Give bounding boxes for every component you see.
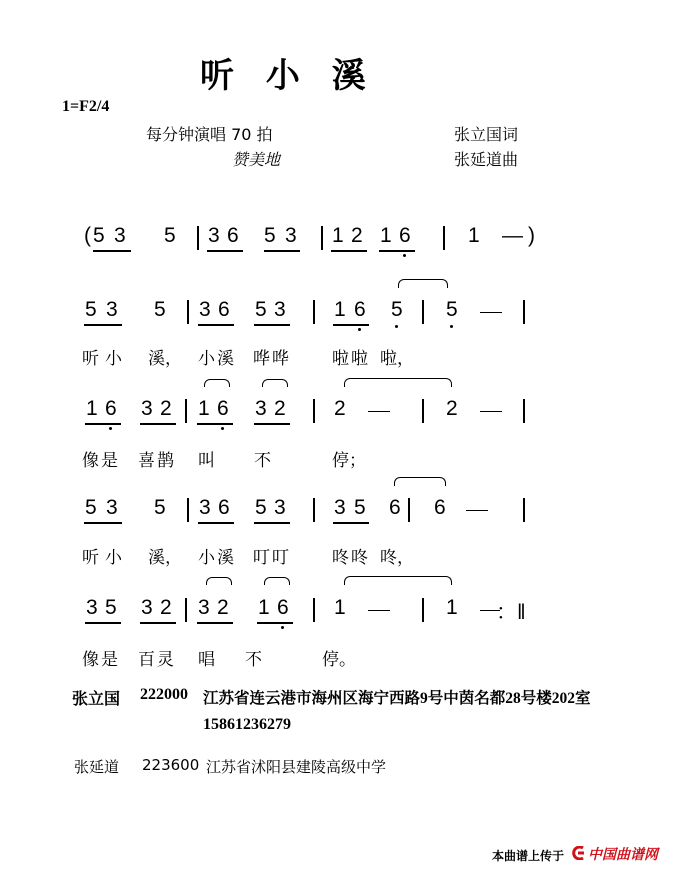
postal-address: 江苏省连云港市海州区海宁西路9号中茵名都28号楼202室 <box>203 690 591 707</box>
note: 3 <box>141 596 153 619</box>
note: 2 <box>446 397 458 420</box>
lyric: 小溪 <box>198 349 236 369</box>
note: 1 <box>86 397 98 420</box>
note: 5 <box>264 224 276 247</box>
note: 3 <box>106 496 118 519</box>
note: 6 <box>218 298 230 321</box>
composer-credit: 张延道曲 <box>454 150 519 169</box>
note: 5 <box>446 298 458 321</box>
tempo-marking: 每分钟演唱 70 拍 <box>146 125 273 144</box>
lyric: 喜鹊 <box>138 451 176 471</box>
lyric: 哗哗 <box>253 349 291 369</box>
note: 3 <box>285 224 297 247</box>
lyric: 百灵 <box>138 650 176 670</box>
lyric: 小溪 <box>198 548 236 568</box>
note: 1 <box>468 224 480 247</box>
lyric: 像是 <box>82 650 120 670</box>
note: 6 <box>389 496 401 519</box>
note: 3 <box>141 397 153 420</box>
lyric: 不 <box>245 650 262 670</box>
note: 5 <box>154 298 166 321</box>
lyric: 停； <box>332 451 366 471</box>
lyric: 不 <box>254 451 271 471</box>
note: 6 <box>277 596 289 619</box>
note: 3 <box>274 496 286 519</box>
note: 3 <box>274 298 286 321</box>
lyric: 啦， <box>380 349 414 369</box>
note: 3 <box>114 224 126 247</box>
site-logo-icon <box>572 845 586 859</box>
paren-close: ) <box>528 224 535 247</box>
key-signature: 1=F2/4 <box>62 98 110 115</box>
note: 2 <box>160 596 172 619</box>
paren-open: ( <box>84 224 91 247</box>
page-title: 听 小 溪 <box>200 56 366 96</box>
note: 5 <box>255 496 267 519</box>
note: 1 <box>380 224 392 247</box>
note: 2 <box>274 397 286 420</box>
note: 3 <box>106 298 118 321</box>
note: 2 <box>217 596 229 619</box>
lyric: 咚咚 <box>332 548 370 568</box>
note: 5 <box>354 496 366 519</box>
note: 6 <box>399 224 411 247</box>
note: 3 <box>208 224 220 247</box>
note: 1 <box>334 596 346 619</box>
note: 5 <box>85 496 97 519</box>
contact-name: 张延道 <box>74 758 120 776</box>
upload-note: 本曲谱上传于 <box>492 849 565 863</box>
lyric: 像是 <box>82 451 120 471</box>
note: 5 <box>154 496 166 519</box>
note: 3 <box>86 596 98 619</box>
lyricist-credit: 张立国词 <box>454 125 519 144</box>
note: 3 <box>199 298 211 321</box>
zip-code: 223600 <box>142 756 200 774</box>
note: 2 <box>334 397 346 420</box>
note: 6 <box>105 397 117 420</box>
contact-name: 张立国 <box>72 691 121 708</box>
note: 6 <box>218 496 230 519</box>
note: 3 <box>255 397 267 420</box>
postal-address: 江苏省沭阳县建陵高级中学 <box>206 758 387 776</box>
note: 1 <box>258 596 270 619</box>
note: 6 <box>227 224 239 247</box>
lyric: 听小 <box>82 548 128 568</box>
lyric: 啦啦 <box>332 349 370 369</box>
site-logo: 中国曲谱网 <box>588 847 658 863</box>
lyric: 叫 <box>198 451 215 471</box>
note: 2 <box>351 224 363 247</box>
note: 2 <box>160 397 172 420</box>
note: 6 <box>354 298 366 321</box>
note: 1 <box>334 298 346 321</box>
lyric: 溪， <box>148 548 182 568</box>
repeat-sign: ：‖ <box>496 601 526 624</box>
lyric: 叮叮 <box>253 548 291 568</box>
note: 5 <box>105 596 117 619</box>
expression-marking: 赞美地 <box>232 150 281 169</box>
note: 5 <box>93 224 105 247</box>
zip-code: 222000 <box>140 686 188 703</box>
dash: — <box>502 224 523 247</box>
lyric: 溪， <box>148 349 182 369</box>
note: 1 <box>332 224 344 247</box>
note: 5 <box>391 298 403 321</box>
lyric: 唱 <box>198 650 215 670</box>
note: 3 <box>334 496 346 519</box>
lyric: 咚， <box>380 548 414 568</box>
note: 5 <box>255 298 267 321</box>
note: 6 <box>434 496 446 519</box>
note: 3 <box>199 496 211 519</box>
lyric: 听小 <box>82 349 128 369</box>
note: 1 <box>446 596 458 619</box>
note: 3 <box>198 596 210 619</box>
lyric: 停。 <box>322 650 356 670</box>
note: 5 <box>164 224 176 247</box>
note: 6 <box>217 397 229 420</box>
note: 1 <box>198 397 210 420</box>
phone-number: 15861236279 <box>203 716 291 733</box>
note: 5 <box>85 298 97 321</box>
